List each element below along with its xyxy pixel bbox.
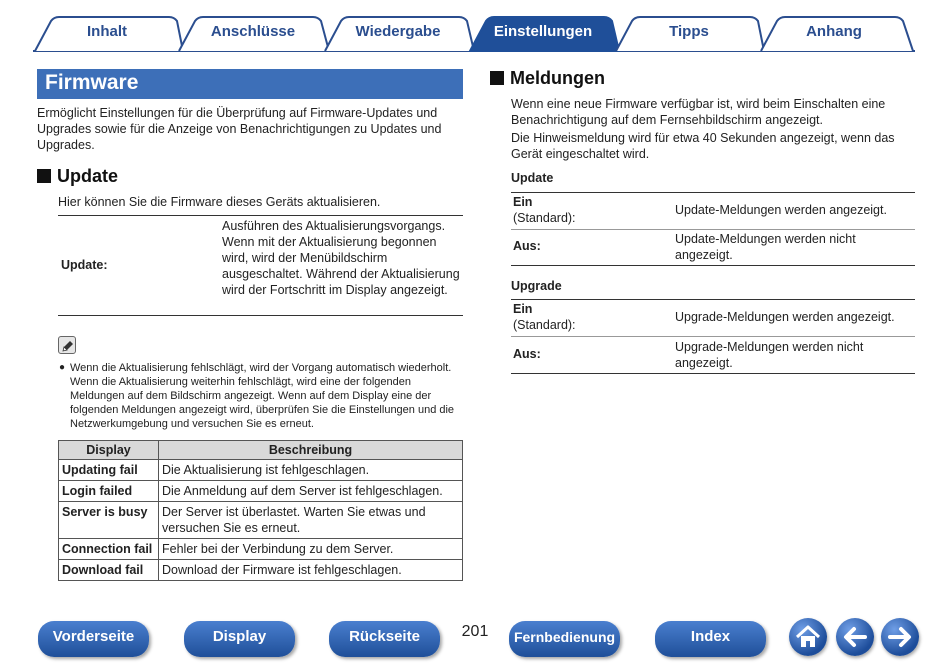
meldungen-heading-text: Meldungen bbox=[510, 68, 605, 88]
upgrade-on-default: (Standard): bbox=[513, 318, 576, 332]
tab-tipps[interactable]: Tipps bbox=[669, 23, 709, 40]
update-heading-text: Update bbox=[57, 166, 119, 186]
tab-bar bbox=[33, 0, 915, 54]
table-row bbox=[59, 502, 463, 539]
table-cell-display: Connection fail bbox=[59, 539, 159, 560]
index-button[interactable]: Index bbox=[655, 621, 766, 657]
update-heading bbox=[37, 166, 118, 187]
page-title: Firmware bbox=[37, 69, 463, 99]
divider bbox=[511, 229, 915, 230]
tab-anhang[interactable]: Anhang bbox=[806, 23, 862, 40]
table-header-row bbox=[59, 441, 463, 460]
vorderseite-button[interactable]: Vorderseite bbox=[38, 621, 149, 657]
upgrade-on-value: Upgrade-Meldungen werden angezeigt. bbox=[675, 310, 895, 324]
divider bbox=[511, 192, 915, 193]
divider bbox=[511, 265, 915, 266]
table-row bbox=[59, 460, 463, 481]
tab-anschluesse[interactable]: Anschlüsse bbox=[210, 23, 296, 40]
upgrade-on-key: Ein bbox=[513, 302, 533, 316]
table-cell-description: Die Aktualisierung ist fehlgeschlagen. bbox=[159, 460, 463, 481]
meldungen-heading bbox=[490, 68, 605, 89]
divider bbox=[511, 336, 915, 337]
tab-wiedergabe[interactable]: Wiedergabe bbox=[355, 23, 441, 40]
pencil-icon bbox=[58, 336, 76, 354]
column-header-display: Display bbox=[59, 441, 159, 460]
divider bbox=[511, 299, 915, 300]
table-cell-description: Der Server ist überlastet. Warten Sie etwas und versuchen Sie es erneut. bbox=[159, 502, 463, 539]
divider bbox=[58, 215, 463, 216]
divider bbox=[58, 315, 463, 316]
table-cell-display: Updating fail bbox=[59, 460, 159, 481]
back-arrow-icon[interactable] bbox=[836, 618, 874, 656]
home-icon[interactable] bbox=[789, 618, 827, 656]
update-description: Hier können Sie die Firmware dieses Geräts aktualisieren. bbox=[58, 195, 381, 209]
tab-inhalt[interactable]: Inhalt bbox=[87, 23, 127, 40]
update-on-value: Update-Meldungen werden angezeigt. bbox=[675, 203, 887, 217]
table-cell-display: Server is busy bbox=[59, 502, 159, 539]
update-off-value: Update-Meldungen werden nicht angezeigt. bbox=[675, 232, 856, 262]
page-number: 201 bbox=[461, 623, 489, 640]
square-bullet-icon bbox=[490, 71, 504, 85]
update-off-key: Aus: bbox=[513, 239, 541, 253]
table-cell-description: Die Anmeldung auf dem Server ist fehlgeschlagen. bbox=[159, 481, 463, 502]
tab-einstellungen[interactable]: Einstellungen bbox=[493, 23, 593, 40]
upgrade-subheading: Upgrade bbox=[511, 279, 562, 293]
upgrade-off-value: Upgrade-Meldungen werden nicht angezeigt. bbox=[675, 340, 864, 370]
forward-arrow-icon[interactable] bbox=[881, 618, 919, 656]
table-row bbox=[59, 560, 463, 581]
update-value: Ausführen des Aktualisierungsvorgangs. Wenn mit der Aktualisierung begonnen wird, wird der Menübildschirm ausgeschaltet. Während der Aktualisierung wird der Fortschritt im Display angezeigt. bbox=[222, 219, 460, 297]
bullet-icon: ● bbox=[59, 362, 66, 373]
update-on-key: Ein bbox=[513, 195, 533, 209]
update-subheading: Update bbox=[511, 171, 554, 185]
update-on-default: (Standard): bbox=[513, 211, 576, 225]
rueckseite-button[interactable]: Rückseite bbox=[329, 621, 440, 657]
table-row bbox=[59, 481, 463, 502]
update-key: Update: bbox=[61, 258, 108, 272]
note-text: Wenn die Aktualisierung fehlschlägt, wird der Vorgang automatisch wiederholt. Wenn die Aktualisierung weiterhin fehlschlägt, wird eine der folgenden Meldungen auf dem Bildschirm angezeigt. Wenn auf dem Display eine der folgenden Meldungen angezeigt wird, überprüfen Sie die Einstellungen und die Netzwerkumgebung und versuchen Sie es erneut. bbox=[70, 362, 455, 430]
square-bullet-icon bbox=[37, 169, 51, 183]
error-message-table bbox=[58, 440, 463, 581]
intro-text: Ermöglicht Einstellungen für die Überprüfung auf Firmware-Updates und Upgrades sowie für die Anzeige von Benachrichtigungen zu Updates und Upgrades. bbox=[37, 106, 442, 152]
table-cell-display: Login failed bbox=[59, 481, 159, 502]
table-cell-description: Fehler bei der Verbindung zu dem Server. bbox=[159, 539, 463, 560]
table-cell-display: Download fail bbox=[59, 560, 159, 581]
fernbedienung-button[interactable]: Fernbedienung bbox=[509, 621, 620, 657]
column-header-beschreibung: Beschreibung bbox=[159, 441, 463, 460]
meldungen-description-1: Wenn eine neue Firmware verfügbar ist, wird beim Einschalten eine Benachrichtigung auf dem Fernsehbildschirm angezeigt. bbox=[511, 97, 886, 127]
table-cell-description: Download der Firmware ist fehlgeschlagen. bbox=[159, 560, 463, 581]
divider bbox=[511, 373, 915, 374]
upgrade-off-key: Aus: bbox=[513, 347, 541, 361]
meldungen-description-2: Die Hinweismeldung wird für etwa 40 Sekunden angezeigt, wenn das Gerät eingeschaltet wird. bbox=[511, 131, 895, 161]
display-button[interactable]: Display bbox=[184, 621, 295, 657]
table-row bbox=[59, 539, 463, 560]
